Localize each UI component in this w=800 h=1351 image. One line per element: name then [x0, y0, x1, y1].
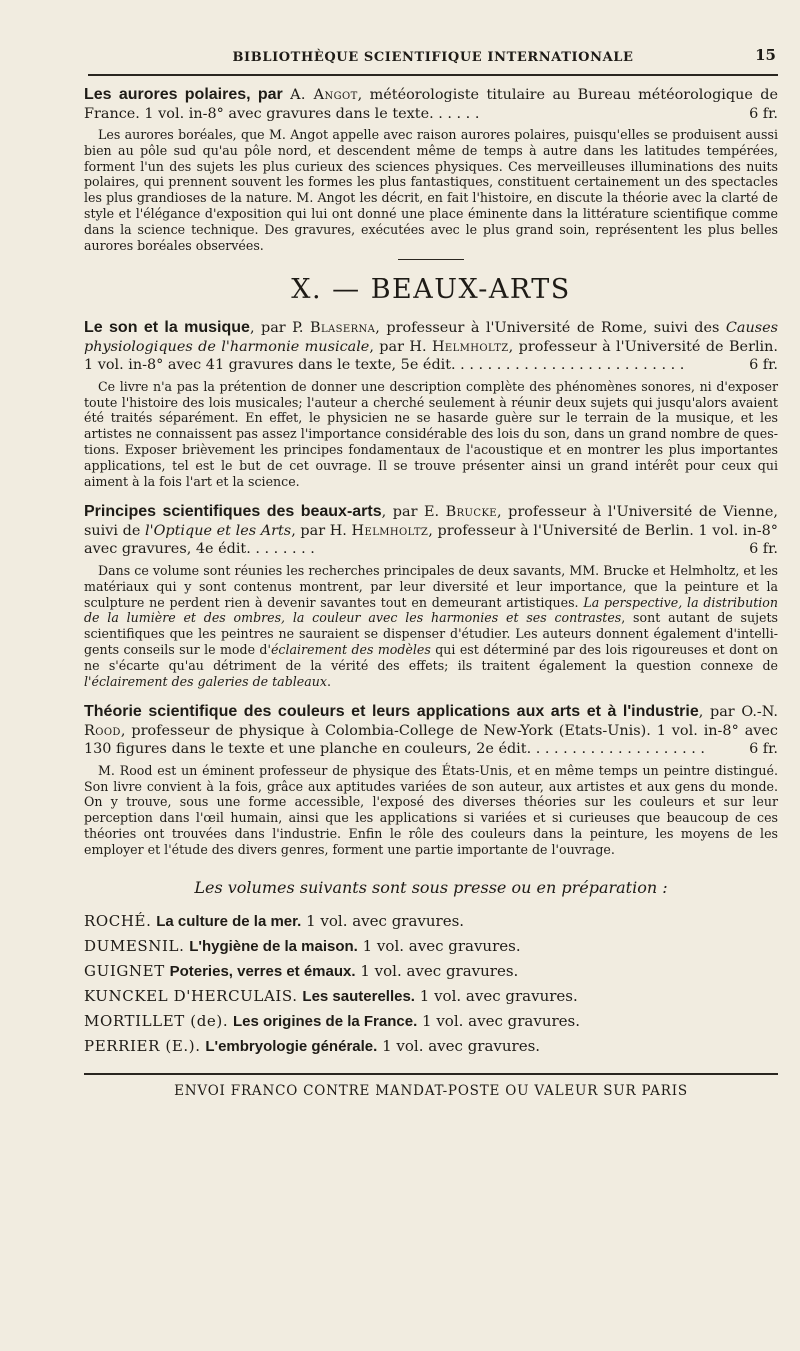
book-meta: 1 vol. avec gravures. [382, 1036, 541, 1055]
footer-divider [84, 1073, 778, 1075]
book-meta: 1 vol. avec gravures. [362, 936, 521, 955]
book-meta: 1 vol. avec gravures. [360, 961, 519, 980]
book-title: Les aurores polaires, par [84, 86, 283, 103]
book-meta: 1 vol. avec gravures. [419, 986, 578, 1005]
list-item [84, 959, 778, 984]
entry-aurores [84, 86, 778, 260]
text-fragment: , professeur à l'Université de Vienne, suivi de [84, 504, 778, 539]
author-name: PERRIER (E.). [84, 1036, 201, 1055]
book-description: Les aurores boréales, que M. Angot appelle avec raison aurores polaires, puisqu'elles se produisent aussi bien au pôle sud qu'au pôle nord, et descendent même de temps à autre dans les latitudes tempérées, forment l'un des sujets les plus curieux des sciences physiques. Ces merveilleuses illuminations des nuits polaires, qui prennent souvent les formes les plus fantastiques, constituent certainement un des spectacles les plus grandioses de la nature. M. Angot les décrit, en fait l'histoire, en discute la théorie avec la clarté de style et l'élégance d'exposition qui lui ont donné une place éminente dans la littérature scientifique comme dans la science technique. Des gravures, exécutées avec le plus grand soin, représentent les plus belles aurores boréales observées. [84, 127, 778, 253]
page-content [84, 86, 778, 1099]
book-price: 6 fr. [749, 357, 778, 374]
book-title: Les sauterelles. [302, 987, 415, 1005]
text-fragment: , sont autant de sujets scientifiques que les peintres ne sauraient se dispenser d'étudier. Les auteurs donnent également d'intelligents conseils sur le mode d' [84, 610, 778, 657]
author-name: Blaserna [310, 320, 376, 337]
entry-heading [84, 86, 778, 123]
entry-principes [84, 503, 778, 689]
book-title: L'hygiène de la maison. [189, 937, 358, 955]
text-fragment: , par H. [369, 338, 432, 355]
list-item [84, 1009, 778, 1034]
list-item [84, 909, 778, 934]
upcoming-heading: Les volumes suivants sont sous presse ou en préparation : [194, 877, 668, 897]
linked-title: l'Optique et les Arts [145, 522, 292, 539]
author-name: Rood [84, 722, 121, 739]
book-meta: , professeur à l'Université de Berlin. 1 vol. in-8° avec 41 gravures dans le texte, 5e édit. . . . . . . . . . . . . . . . . . . . . . . . . . [84, 338, 778, 374]
list-item [84, 984, 778, 1009]
page-footer: ENVOI FRANCO CONTRE MANDAT-POSTE OU VALEUR SUR PARIS [174, 1082, 688, 1099]
book-price: 6 fr. [749, 541, 778, 558]
text-fragment: , par O.-N. [698, 704, 779, 721]
book-title: La culture de la mer. [156, 912, 302, 930]
text-fragment: Dans ce volume sont réunies les recherches principales de deux savants, MM. Brucke et Helmholtz, et les matériaux qui y sont contenus montrent, par leur diversité et leur importance, que la peinture et la sculpture ne perdent rien à devenir savantes tout en demeurant artistiques. [84, 562, 778, 610]
book-description: Ce livre n'a pas la prétention de donner une description complète des phénomènes sonores, ni d'exposer toute l'histoire des lois musicales; l'auteur a cherché seulement à réunir deux sujets qui jusqu'alors avaient été traités séparément. En effet, le physicien ne se hasarde guère sur le terrain de la musique, et les artistes ne connaissent pas assez l'importance considérable des lois du son, dans un grand nombre de questions. Exposer brièvement les principes fondamentaux de l'acoustique et en montrer les plus importantes applications, tel est le but de cet ouvrage. Il se trouve présenter ainsi un grand intérêt pour ceux qui aiment à la fois l'art et la science. [84, 378, 778, 489]
book-meta: , professeur de physique à Colombia-College de New-York (Etats-Unis). 1 vol. in-8° avec 130 figures dans le texte et une planche en couleurs, 2e édit. . . . . . . . . . . . . . . . . . . . [84, 722, 778, 758]
book-meta: , météorologiste titulaire au Bureau météorologique de France. 1 vol. in-8° avec gravures dans le texte. . . . . . [84, 87, 778, 122]
emphasis: l'éclairement des galeries de tableaux [84, 673, 327, 689]
entry-heading [84, 319, 778, 375]
page-header [88, 40, 778, 76]
text-fragment: , par E. [381, 504, 446, 521]
book-description: M. Rood est un éminent professeur de physique des États-Unis, et en même temps un peintre distingué. Son livre convient à la fois, grâce aux aptitudes variées de son auteur, aux artistes et aux gens du monde. On y trouve, sous une forme accessible, l'exposé des diverses théories sur les couleurs et sur leur perception dans l'œil humain, ainsi que les applications si variées et si curieuses que beaucoup de ces théories ont trouvées dans l'industrie. Enfin le rôle des couleurs dans la peinture, les moyens de les employer et l'étude des divers genres, forment une partie importante de l'ouvrage. [84, 762, 778, 857]
list-item [84, 934, 778, 959]
entry-heading [84, 703, 778, 759]
emphasis: éclairement des modèles [270, 641, 431, 657]
text-fragment: , par H. [291, 522, 352, 539]
book-meta: , professeur à l'Université de Berlin. 1 vol. in-8° avec gravures, 4e édit. . . . . . . . [84, 522, 779, 558]
book-price: 6 fr. [749, 105, 778, 122]
list-item [84, 1034, 778, 1059]
section-title: X. — BEAUX-ARTS [291, 274, 571, 306]
author-name: A. Angot [290, 87, 358, 103]
text-fragment: , par P. [249, 320, 310, 337]
author-name: Helmholtz [431, 338, 509, 355]
author-name: KUNCKEL D'HERCULAIS. [84, 986, 298, 1005]
text-fragment: . [326, 673, 331, 689]
book-meta: 1 vol. avec gravures. [422, 1011, 580, 1030]
book-title: Le son et la musique [84, 319, 250, 337]
upcoming-list [84, 909, 778, 1059]
text-fragment: , professeur à l'Université de Rome, suivi des [375, 320, 726, 337]
book-meta: 1 vol. avec gravures. [306, 911, 465, 930]
entry-heading [84, 503, 778, 559]
book-title: Poteries, verres et émaux. [169, 962, 356, 980]
entry-couleurs [84, 703, 778, 857]
book-title: Les origines de la France. [233, 1012, 418, 1030]
book-price: 6 fr. [749, 741, 778, 758]
book-title: Principes scientifiques des beaux-arts [84, 503, 382, 521]
book-description [84, 563, 778, 689]
book-title: Théorie scientifique des couleurs et leurs applications aux arts et à l'industrie [84, 703, 699, 721]
author-name: ROCHÉ. [84, 911, 152, 930]
page-number: 15 [755, 46, 776, 64]
linked-title: Causes physiologiques de l'harmonie musicale [84, 320, 779, 355]
author-name: Helmholtz [351, 522, 429, 539]
running-title: BIBLIOTHÈQUE SCIENTIFIQUE INTERNATIONALE [232, 49, 634, 65]
entry-musique [84, 319, 778, 489]
author-name: DUMESNIL. [84, 936, 185, 955]
text-fragment: qui est déterminé par des lois rigoureuses et dont on ne s'écarte qu'au détriment de la vérité des effets; ils traitent également la question connexe de [84, 641, 779, 673]
emphasis: La perspective, la distribution de la lumière et des ombres, la couleur avec les harmonies et ses contrastes [84, 594, 778, 626]
author-name: GUIGNET [84, 961, 165, 980]
divider [398, 259, 464, 260]
book-title: L'embryologie générale. [205, 1037, 378, 1055]
author-name: MORTILLET (de). [84, 1011, 229, 1030]
author-name: Brucke [445, 504, 498, 521]
